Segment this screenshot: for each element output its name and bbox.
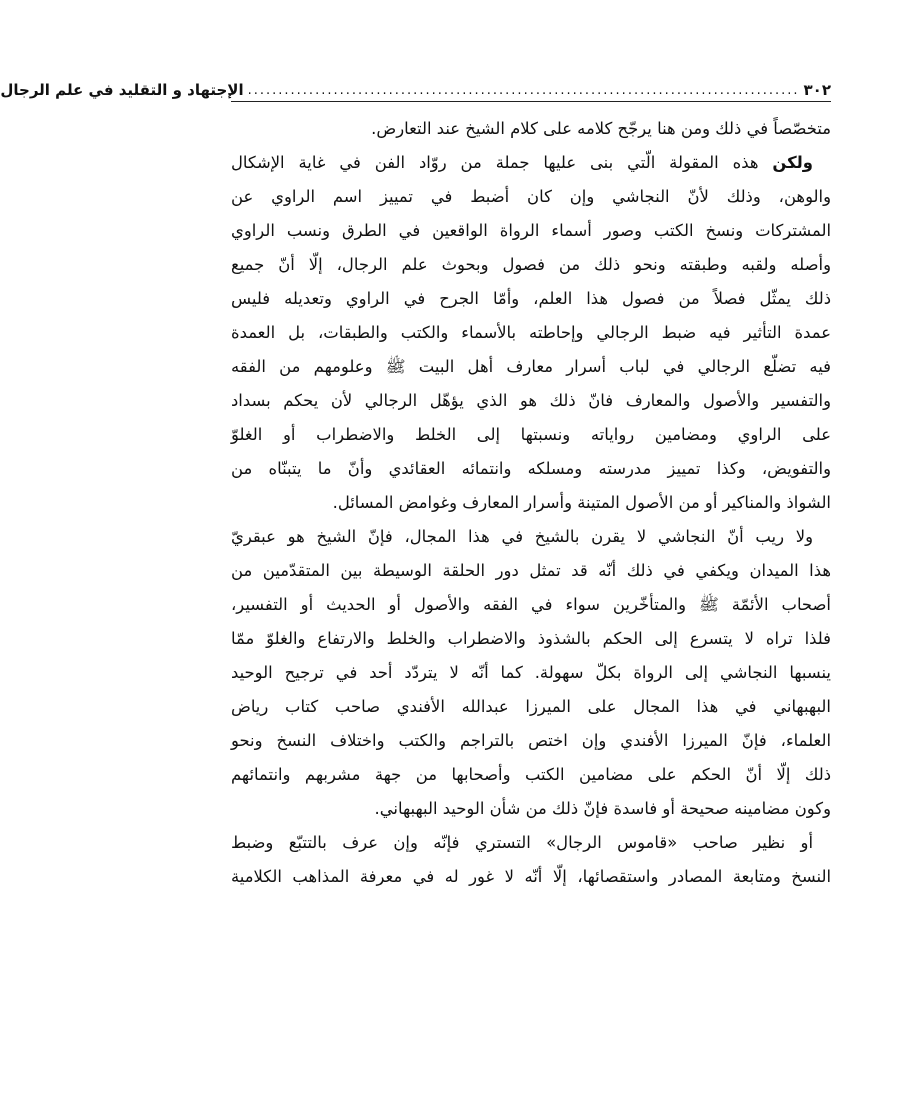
text-line: [231, 520, 831, 554]
line-text: فلذا تراه لا يتسرع إلى الحكم بالشذوذ والاضطراب والخلط والارتفاع والغلوّ ممّا: [231, 629, 831, 648]
text-line: [231, 622, 831, 656]
line-text: وأصله ولقبه وطبقته ونحو ذلك من فصول وبحوث علم الرجال، إلّا أنّ جميع: [231, 255, 831, 274]
line-text: النسخ ومتابعة المصادر واستقصائها، إلّا أنّه لا غور له في معرفة المذاهب الكلامية: [231, 867, 831, 886]
lead-word: ولكن: [772, 153, 813, 172]
text-line: [231, 384, 831, 418]
line-text: المشتركات ونسخ الكتب وصور أسماء الرواة الواقعين في الطرق ونسب الراوي: [231, 221, 831, 240]
text-line: [231, 180, 831, 214]
text-line: [231, 452, 831, 486]
line-text: هذا الميدان ويكفي في ذلك أنّه قد تمثل دور الحلقة الوسيطة بين المتقدّمين من: [231, 561, 831, 580]
text-line: [231, 860, 831, 894]
line-text: أصحاب الأئمّة ﷺ والمتأخّرين سواء في الفقه والأصول أو الحديث أو التفسير،: [231, 595, 831, 614]
text-line: [231, 316, 831, 350]
line-text: ذلك إلّا أنّ الحكم على مضامين الكتب وأصحابها من جهة مشربهم وانتمائهم: [231, 765, 831, 784]
text-line: [231, 282, 831, 316]
text-line: [231, 826, 831, 860]
line-text: متخصّصاً في ذلك ومن هنا يرجّح كلامه على كلام الشيخ عند التعارض.: [371, 119, 831, 138]
text-line: [231, 350, 831, 384]
text-line: [231, 248, 831, 282]
line-text: البهبهاني في هذا المجال على الميرزا عبدالله الأفندي صاحب كتاب رياض: [231, 697, 831, 716]
text-line: [231, 758, 831, 792]
text-line: [231, 656, 831, 690]
running-title: الإجتهاد و التقليد في علم الرجال: [0, 81, 244, 99]
line-text: والوهن، وذلك لأنّ النجاشي وإن كان أضبط في تمييز اسم الراوي عن: [231, 187, 831, 206]
body-text: [231, 112, 831, 894]
line-text: العلماء، فإنّ الميرزا الأفندي وإن اختص بالتراجم والكتب واختلاف النسخ ونحو: [231, 731, 831, 750]
text-line: [231, 112, 831, 146]
header-leader-dots: ..........................................................................................: [247, 83, 800, 98]
text-line: [231, 690, 831, 724]
line-text: والتفسير والأصول والمعارف فانّ ذلك هو الذي يؤهّل الرجالي لأن يحكم بسداد: [231, 391, 831, 410]
line-text: أو نظير صاحب «قاموس الرجال» التستري فإنّه وإن عرف بالتتبّع وضبط: [231, 833, 813, 852]
line-text: وكون مضامينه صحيحة أو فاسدة فإنّ ذلك من شأن الوحيد البهبهاني.: [374, 799, 831, 818]
running-header: [0, 74, 831, 100]
line-text: ولا ريب أنّ النجاشي لا يقرن بالشيخ في هذا المجال، فإنّ الشيخ هو عبقريّ: [231, 527, 813, 546]
text-line: [231, 214, 831, 248]
line-text: والتفويض، وكذا تمييز مدرسته ومسلكه وانتمائه العقائدي وأنّ ما يتبنّاه من: [231, 459, 831, 478]
text-line: [231, 146, 831, 180]
line-text: ينسبها النجاشي إلى الرواة بكلّ سهولة. كما أنّه لا يتردّد أحد في ترجيح الوحيد: [231, 663, 831, 682]
header-rule: [231, 101, 831, 102]
text-line: [231, 724, 831, 758]
text-line: [231, 418, 831, 452]
text-line: [231, 792, 831, 826]
text-line: [231, 486, 831, 520]
line-text: هذه المقولة الّتي بنى عليها جملة من روّاد الفن في غاية الإشكال: [231, 153, 773, 172]
line-text: فيه تضلّع الرجالي في لباب أسرار معارف أهل البيت ﷺ وعلومهم من الفقه: [231, 357, 831, 376]
line-text: على الراوي ومضامين رواياته ونسبتها إلى الخلط والاضطراب أو الغلوّ: [231, 425, 831, 444]
text-line: [231, 588, 831, 622]
page-number: ٣٠٢: [803, 81, 831, 99]
line-text: الشواذ والمناكير أو من الأصول المتينة وأسرار المعارف وغوامض المسائل.: [332, 493, 831, 512]
line-text: عمدة التأثير فيه ضبط الرجالي وإحاطته بالأسماء والكتب والطبقات، بل العمدة: [231, 323, 831, 342]
text-line: [231, 554, 831, 588]
line-text: ذلك يمثّل فصلاً من فصول هذا العلم، وأمّا الجرح في الراوي وتعديله فليس: [231, 289, 831, 308]
